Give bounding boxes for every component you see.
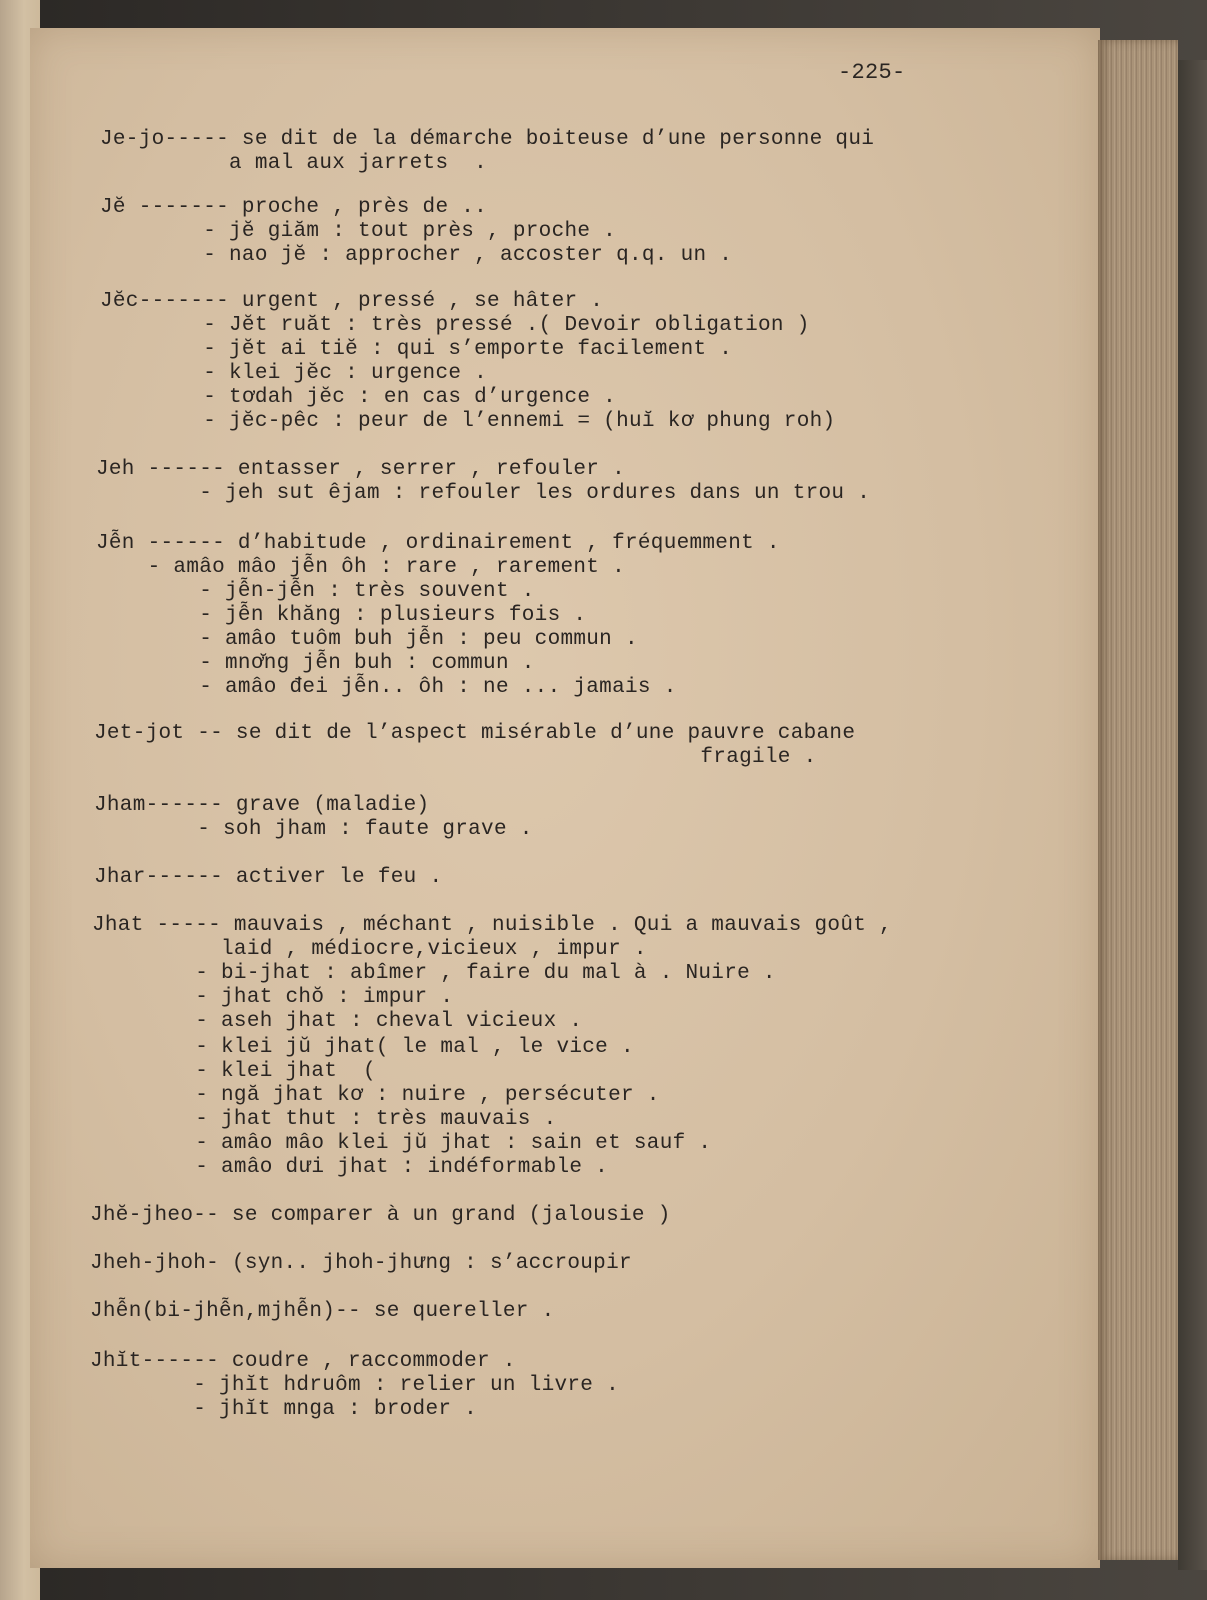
entry-line: - mnơ̆ng jễn buh : commun .: [96, 652, 535, 675]
entry-line: - klei jŭ jhat( le mal , le vice .: [92, 1036, 634, 1059]
entry-line: - jeh sut êjam : refouler les ordures dans un trou .: [96, 482, 871, 505]
entry-line: - jhat chŏ : impur .: [92, 986, 454, 1009]
entry-line: - Jĕt ruăt : très pressé .( Devoir obligation ): [100, 314, 810, 337]
entry-line: laid , médiocre,vicieux , impur .: [92, 938, 647, 961]
entry-line: - klei jhat (: [92, 1060, 376, 1083]
entry-line: Jễn ------ d’habitude , ordinairement , fréquemment .: [96, 532, 780, 555]
entry-line: Jheh-jhoh- (syn.. jhoh-jhưng : s’accroupir: [90, 1252, 632, 1275]
entry-line: - nao jĕ : approcher , accoster q.q. un .: [100, 244, 733, 267]
page-number: -225-: [838, 60, 906, 85]
entry-line: - amâo đei jễn.. ôh : ne ... jamais .: [96, 676, 677, 699]
entry-line: - amâo mâo jễn ôh : rare , rarement .: [96, 556, 625, 579]
entry-line: - amâo tuôm buh jễn : peu commun .: [96, 628, 638, 651]
entry-line: - bi-jhat : abîmer , faire du mal à . Nuire .: [92, 962, 776, 985]
entry-line: Jhĭt------ coudre , raccommoder .: [90, 1350, 516, 1373]
entry-line: Jhễn(bi-jhễn,mjhễn)-- se quereller .: [90, 1300, 555, 1323]
entry-line: - klei jĕc : urgence .: [100, 362, 488, 385]
entry-line: - jhĭt hdruôm : relier un livre .: [90, 1374, 619, 1397]
entry-line: - aseh jhat : cheval vicieux .: [92, 1010, 583, 1033]
entry-line: - amâo mâo klei jŭ jhat : sain et sauf .: [92, 1132, 712, 1155]
entry-line: fragile .: [94, 746, 817, 769]
entry-line: - ngă jhat kơ : nuire , persécuter .: [92, 1084, 660, 1107]
entry-line: a mal aux jarrets .: [100, 152, 488, 175]
entry-line: Je-jo----- se dit de la démarche boiteuse d’une personne qui: [100, 128, 875, 151]
entry-line: - jễn-jễn : très souvent .: [96, 580, 535, 603]
entry-line: - jĕt ai tiĕ : qui s’emporte facilement .: [100, 338, 733, 361]
entry-line: Jeh ------ entasser , serrer , refouler .: [96, 458, 625, 481]
entry-line: - jĕc-pêc : peur de l’ennemi = (huĭ kơ phung roh): [100, 410, 836, 433]
entry-line: Jhat ----- mauvais , méchant , nuisible . Qui a mauvais goût ,: [92, 914, 892, 937]
entry-line: - jễn khăng : plusieurs fois .: [96, 604, 587, 627]
entry-line: Jham------ grave (maladie): [94, 794, 430, 817]
entry-line: - tơdah jĕc : en cas d’urgence .: [100, 386, 617, 409]
entry-line: Jhar------ activer le feu .: [94, 866, 443, 889]
entry-line: - jhĭt mnga : broder .: [90, 1398, 478, 1421]
entry-line: - amâo dưi jhat : indéformable .: [92, 1156, 609, 1179]
entry-line: Jhĕ-jheo-- se comparer à un grand (jalousie ): [90, 1204, 671, 1227]
entry-line: Jĕc------- urgent , pressé , se hâter .: [100, 290, 604, 313]
entry-line: - jhat thut : très mauvais .: [92, 1108, 557, 1131]
entry-line: - jĕ giăm : tout près , proche .: [100, 220, 617, 243]
entry-line: - soh jham : faute grave .: [94, 818, 533, 841]
entry-line: Jet-jot -- se dit de l’aspect misérable d’une pauvre cabane: [94, 722, 856, 745]
entry-line: Jĕ ------- proche , près de ..: [100, 196, 488, 219]
